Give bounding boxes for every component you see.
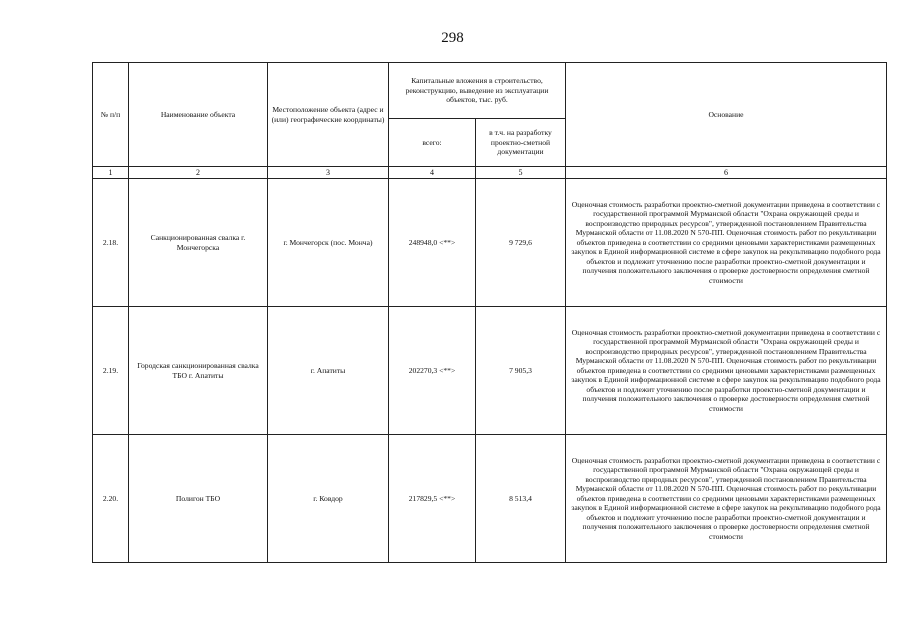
column-number: 1 [93,167,129,179]
header-design: в т.ч. на разработку проектно-сметной документации [476,119,566,167]
row-num: 2.18. [93,179,129,307]
header-basis: Основание [566,63,887,167]
row-name: Санкционированная свалка г. Мончегорска [129,179,268,307]
row-total: 248948,0 <**> [389,179,476,307]
row-basis: Оценочная стоимость разработки проектно-сметной документации приведена в соответствии с государственной программой Мурманской области "Охрана окружающей среды и воспроизводство природных ресурсов", утвержденной постановлением Правительства Мурманской области от 11.08.2020 N 570-ПП. Оценочная стоимость работ по рекультивации объектов приведена в соответствии со средними ценовыми характеристиками размещенных закупок в Единой информационной системе в сфере закупок на рекультивацию подобного рода объектов и подлежит уточнению после разработки проектно-сметной документации и получения положительного заключения о проверке достоверности определения сметной стоимости [566,435,887,563]
table-row [93,435,887,563]
column-number: 5 [476,167,566,179]
capital-investments-table [92,62,887,563]
header-num: № п/п [93,63,129,167]
page-number: 298 [441,30,464,46]
header-row [93,63,887,119]
row-total: 217829,5 <**> [389,435,476,563]
column-number: 2 [129,167,268,179]
header-capital: Капитальные вложения в строительство, реконструкцию, выведение из эксплуатации объектов, тыс. руб. [389,63,566,119]
row-name: Городская санкционированная свалка ТБО г. Апатиты [129,307,268,435]
row-design: 7 905,3 [476,307,566,435]
column-number: 4 [389,167,476,179]
row-location: г. Ковдор [268,435,389,563]
header-name: Наименование объекта [129,63,268,167]
column-number: 6 [566,167,887,179]
row-basis: Оценочная стоимость разработки проектно-сметной документации приведена в соответствии с государственной программой Мурманской области "Охрана окружающей среды и воспроизводство природных ресурсов", утвержденной постановлением Правительства Мурманской области от 11.08.2020 N 570-ПП. Оценочная стоимость работ по рекультивации объектов приведена в соответствии со средними ценовыми характеристиками размещенных закупок в Единой информационной системе в сфере закупок на рекультивацию подобного рода объектов и подлежит уточнению после разработки проектно-сметной документации и получения положительного заключения о проверке достоверности определения сметной стоимости [566,179,887,307]
row-basis: Оценочная стоимость разработки проектно-сметной документации приведена в соответствии с государственной программой Мурманской области "Охрана окружающей среды и воспроизводство природных ресурсов", утвержденной постановлением Правительства Мурманской области от 11.08.2020 N 570-ПП. Оценочная стоимость работ по рекультивации объектов приведена в соответствии со средними ценовыми характеристиками размещенных закупок в Единой информационной системе в сфере закупок на рекультивацию подобного рода объектов и подлежит уточнению после разработки проектно-сметной документации и получения положительного заключения о проверке достоверности определения сметной стоимости [566,307,887,435]
row-location: г. Апатиты [268,307,389,435]
row-num: 2.20. [93,435,129,563]
column-numbers-row [93,167,887,179]
row-location: г. Мончегорск (пос. Монча) [268,179,389,307]
row-name: Полигон ТБО [129,435,268,563]
header-total: всего: [389,119,476,167]
table-row [93,307,887,435]
header-location: Местоположение объекта (адрес и (или) географические координаты) [268,63,389,167]
row-design: 9 729,6 [476,179,566,307]
row-total: 202270,3 <**> [389,307,476,435]
column-number: 3 [268,167,389,179]
table-row [93,179,887,307]
row-design: 8 513,4 [476,435,566,563]
row-num: 2.19. [93,307,129,435]
